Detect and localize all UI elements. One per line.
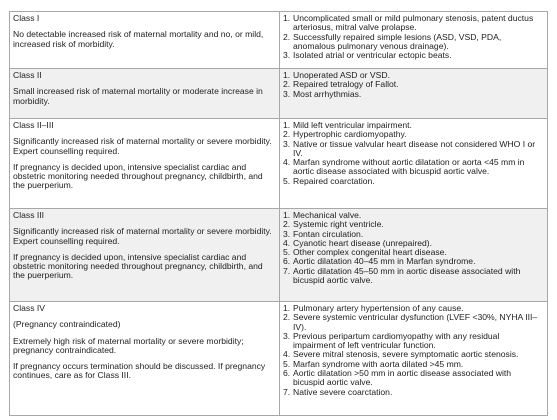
class-description: Significantly increased risk of maternal mortality or severe morbidity. Expert counselling required. [13,226,272,246]
class-guidance: If pregnancy is decided upon, intensive specialist cardiac and obstetric monitoring needed throughout pregnancy, childbirth, and the puerperium. [13,161,263,191]
condition-item: 7. Aortic dilatation 45–50 mm in aortic disease associated with bicuspid aortic valve. [283,265,521,286]
class-description: Significantly increased risk of maternal mortality or severe morbidity. Expert counselling required. [13,136,272,156]
class-description: Small increased risk of maternal mortality or moderate increase in morbidity. [13,86,263,106]
conditions-list [283,211,543,285]
table-row-class-iii [10,209,548,302]
condition-item: 3. Isolated atrial or ventricular ectopic beats. [283,50,452,61]
condition-item: 4. Cyanotic heart disease (unrepaired). [283,237,433,248]
condition-item: 7. Native severe coarctation. [283,386,393,397]
class-guidance: If pregnancy is decided upon, intensive specialist cardiac and obstetric monitoring needed throughout pregnancy, childbirth, and the puerperium. [13,251,263,281]
condition-item: 1. Pulmonary artery hypertension of any cause. [283,303,464,313]
condition-item: 6. Aortic dilatation >50 mm in aortic disease associated with bicuspid aortic valve. [283,368,512,388]
class-contraindication-note: (Pregnancy contraindicated) [13,319,121,330]
condition-item: 1. Uncomplicated small or mild pulmonary stenosis, patent ductus arteriosus, mitral valve prolapse. [283,13,534,33]
conditions-cell [280,209,548,302]
condition-item: 3. Most arrhythmias. [283,88,362,99]
condition-item: 2. Successfully repaired simple lesions (ASD, VSD, PDA, anomalous pulmonary venous drainage). [283,31,502,51]
class-description: No detectable increased risk of maternal mortality and no, or mild, increased risk of morbidity. [13,29,264,49]
condition-item: 2. Severe systemic ventricular dysfunction (LVEF <30%, NYHA III–IV). [283,312,538,332]
conditions-cell [280,12,548,69]
class-cell [10,69,280,119]
condition-item: 5. Repaired coarctation. [283,175,375,186]
condition-item: 5. Marfan syndrome with aorta dilated >45 mm. [283,358,464,369]
class-heading: Class I [13,13,40,23]
condition-item: 2. Hypertrophic cardiomyopathy. [283,129,407,140]
table-row-class-i [10,12,548,69]
conditions-cell [280,69,548,119]
conditions-list [283,14,543,60]
table-row-class-iv [10,302,548,416]
class-heading: Class II [13,70,42,80]
condition-item: 3. Native or tissue valvular heart disease not considered WHO I or IV. [283,138,536,158]
condition-item: 1. Unoperated ASD or VSD. [283,70,390,80]
class-heading: Class III [13,210,45,220]
risk-classification-sheet [9,11,548,416]
condition-item: 4. Marfan syndrome without aortic dilatation or aorta <45 mm in aortic disease associated with bicuspid aortic valve. [283,157,525,177]
condition-item: 3. Previous peripartum cardiomyopathy with any residual impairment of left ventricular function. [283,330,500,351]
class-cell [10,12,280,69]
class-cell [10,119,280,209]
conditions-cell [280,119,548,209]
condition-item: 5. Other complex congenital heart disease. [283,247,447,258]
risk-classification-table [9,11,548,416]
condition-item: 4. Severe mitral stenosis, severe symptomatic aortic stenosis. [283,349,519,360]
table-row-class-ii-iii [10,119,548,209]
class-heading: Class IV [13,303,45,313]
table-row-class-ii [10,69,548,119]
condition-item: 2. Systemic right ventricle. [283,219,384,230]
conditions-list [283,304,543,397]
class-cell [10,209,280,302]
class-cell [10,302,280,416]
class-heading: Class II–III [13,120,54,130]
conditions-list [283,71,543,99]
conditions-cell [280,302,548,416]
condition-item: 1. Mild left ventricular impairment. [283,120,412,130]
class-description: Extremely high risk of maternal mortality or severe morbidity; pregnancy contraindicated. [13,335,244,355]
condition-item: 1. Mechanical valve. [283,210,362,220]
conditions-list [283,121,543,186]
condition-item: 2. Repaired tetralogy of Fallot. [283,79,399,90]
condition-item: 6. Aortic dilatation 40–45 mm in Marfan syndrome. [283,256,476,267]
class-guidance: If pregnancy occurs termination should be discussed. If pregnancy continues, care as for Class III. [13,361,266,381]
condition-item: 3. Fontan circulation. [283,228,364,239]
